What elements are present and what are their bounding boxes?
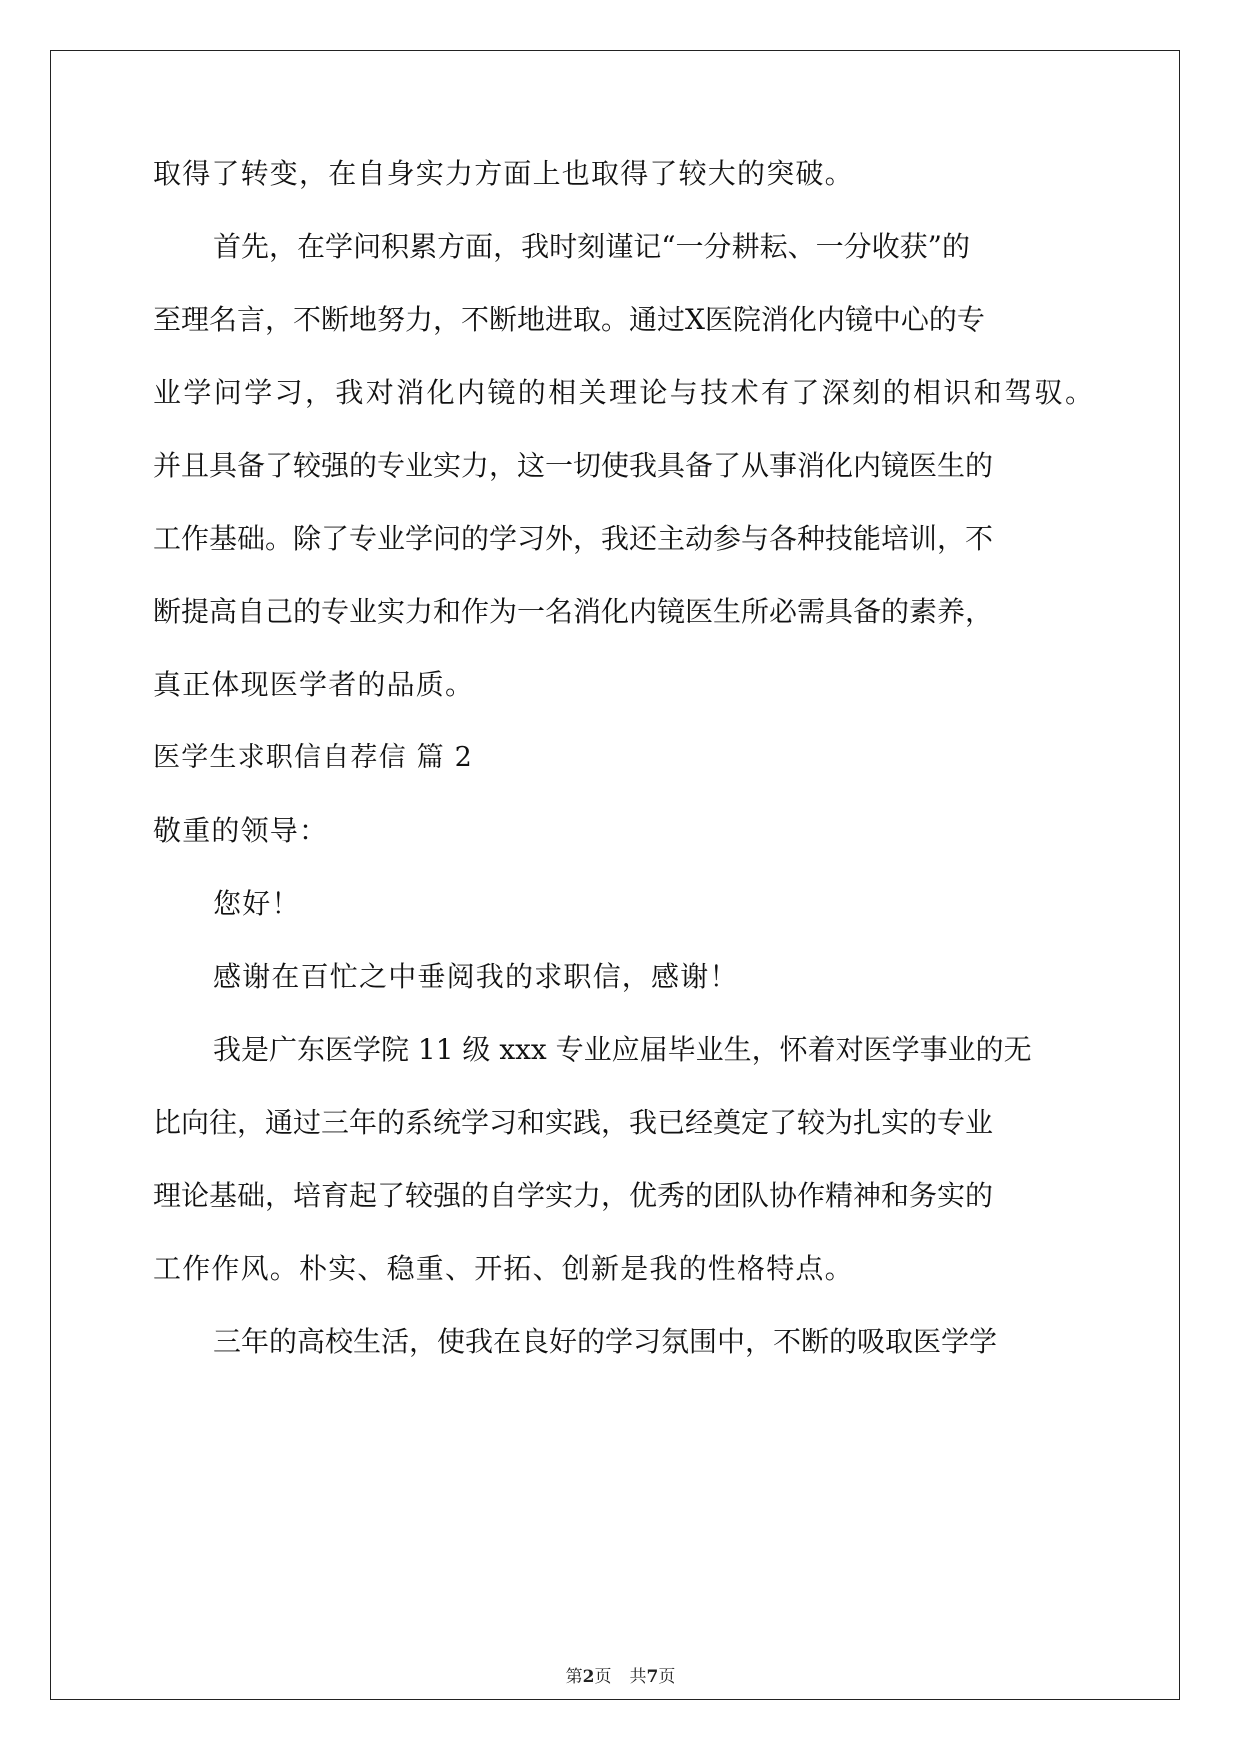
total-suffix: 页 — [658, 1667, 676, 1687]
page-footer — [0, 1666, 1241, 1688]
paragraph-line: 并且具备了较强的专业实力，这一切使我具备了从事消化内镜医生的 — [153, 449, 994, 482]
paragraph-line: 业学问学习，我对消化内镜的相关理论与技术有了深刻的相识和驾驭。 — [153, 376, 1093, 409]
paragraph-line: 真正体现医学者的品质。 — [153, 668, 475, 701]
paragraph-line: 理论基础，培育起了较强的自学实力，优秀的团队协作精神和务实的 — [153, 1179, 994, 1212]
paragraph-line: 工作作风。朴实、稳重、开拓、创新是我的性格特点。 — [153, 1252, 854, 1285]
paragraph-line: 感谢在百忙之中垂阅我的求职信，感谢！ — [213, 960, 739, 993]
page-total: 7 — [646, 1667, 659, 1687]
page-prefix: 第 — [565, 1667, 583, 1687]
paragraph-line: 取得了转变，在自身实力方面上也取得了较大的突破。 — [153, 157, 854, 190]
paragraph-line: 至理名言，不断地努力，不断地进取。通过X医院消化内镜中心的专 — [153, 303, 985, 336]
total-prefix: 共 — [629, 1667, 647, 1687]
paragraph-line: 三年的高校生活，使我在良好的学习氛围中，不断的吸取医学学 — [213, 1325, 998, 1358]
page-current: 2 — [582, 1667, 595, 1687]
greeting: 您好！ — [213, 887, 301, 920]
salutation: 敬重的领导： — [153, 814, 329, 847]
page-suffix: 页 — [594, 1667, 612, 1687]
section-heading: 医学生求职信自荐信 篇 2 — [153, 742, 473, 773]
paragraph-line: 断提高自己的专业实力和作为一名消化内镜医生所必需具备的素养， — [153, 595, 994, 628]
paragraph-line: 比向往，通过三年的系统学习和实践，我已经奠定了较为扎实的专业 — [153, 1106, 994, 1139]
paragraph-line: 首先，在学问积累方面，我时刻谨记“一分耕耘、一分收获”的 — [213, 230, 970, 263]
page-border — [50, 50, 1180, 1700]
paragraph-line: 工作基础。除了专业学问的学习外，我还主动参与各种技能培训，不 — [153, 522, 994, 555]
paragraph-line: 我是广东医学院 11 级 xxx 专业应届毕业生，怀着对医学事业的无 — [213, 1033, 1032, 1066]
